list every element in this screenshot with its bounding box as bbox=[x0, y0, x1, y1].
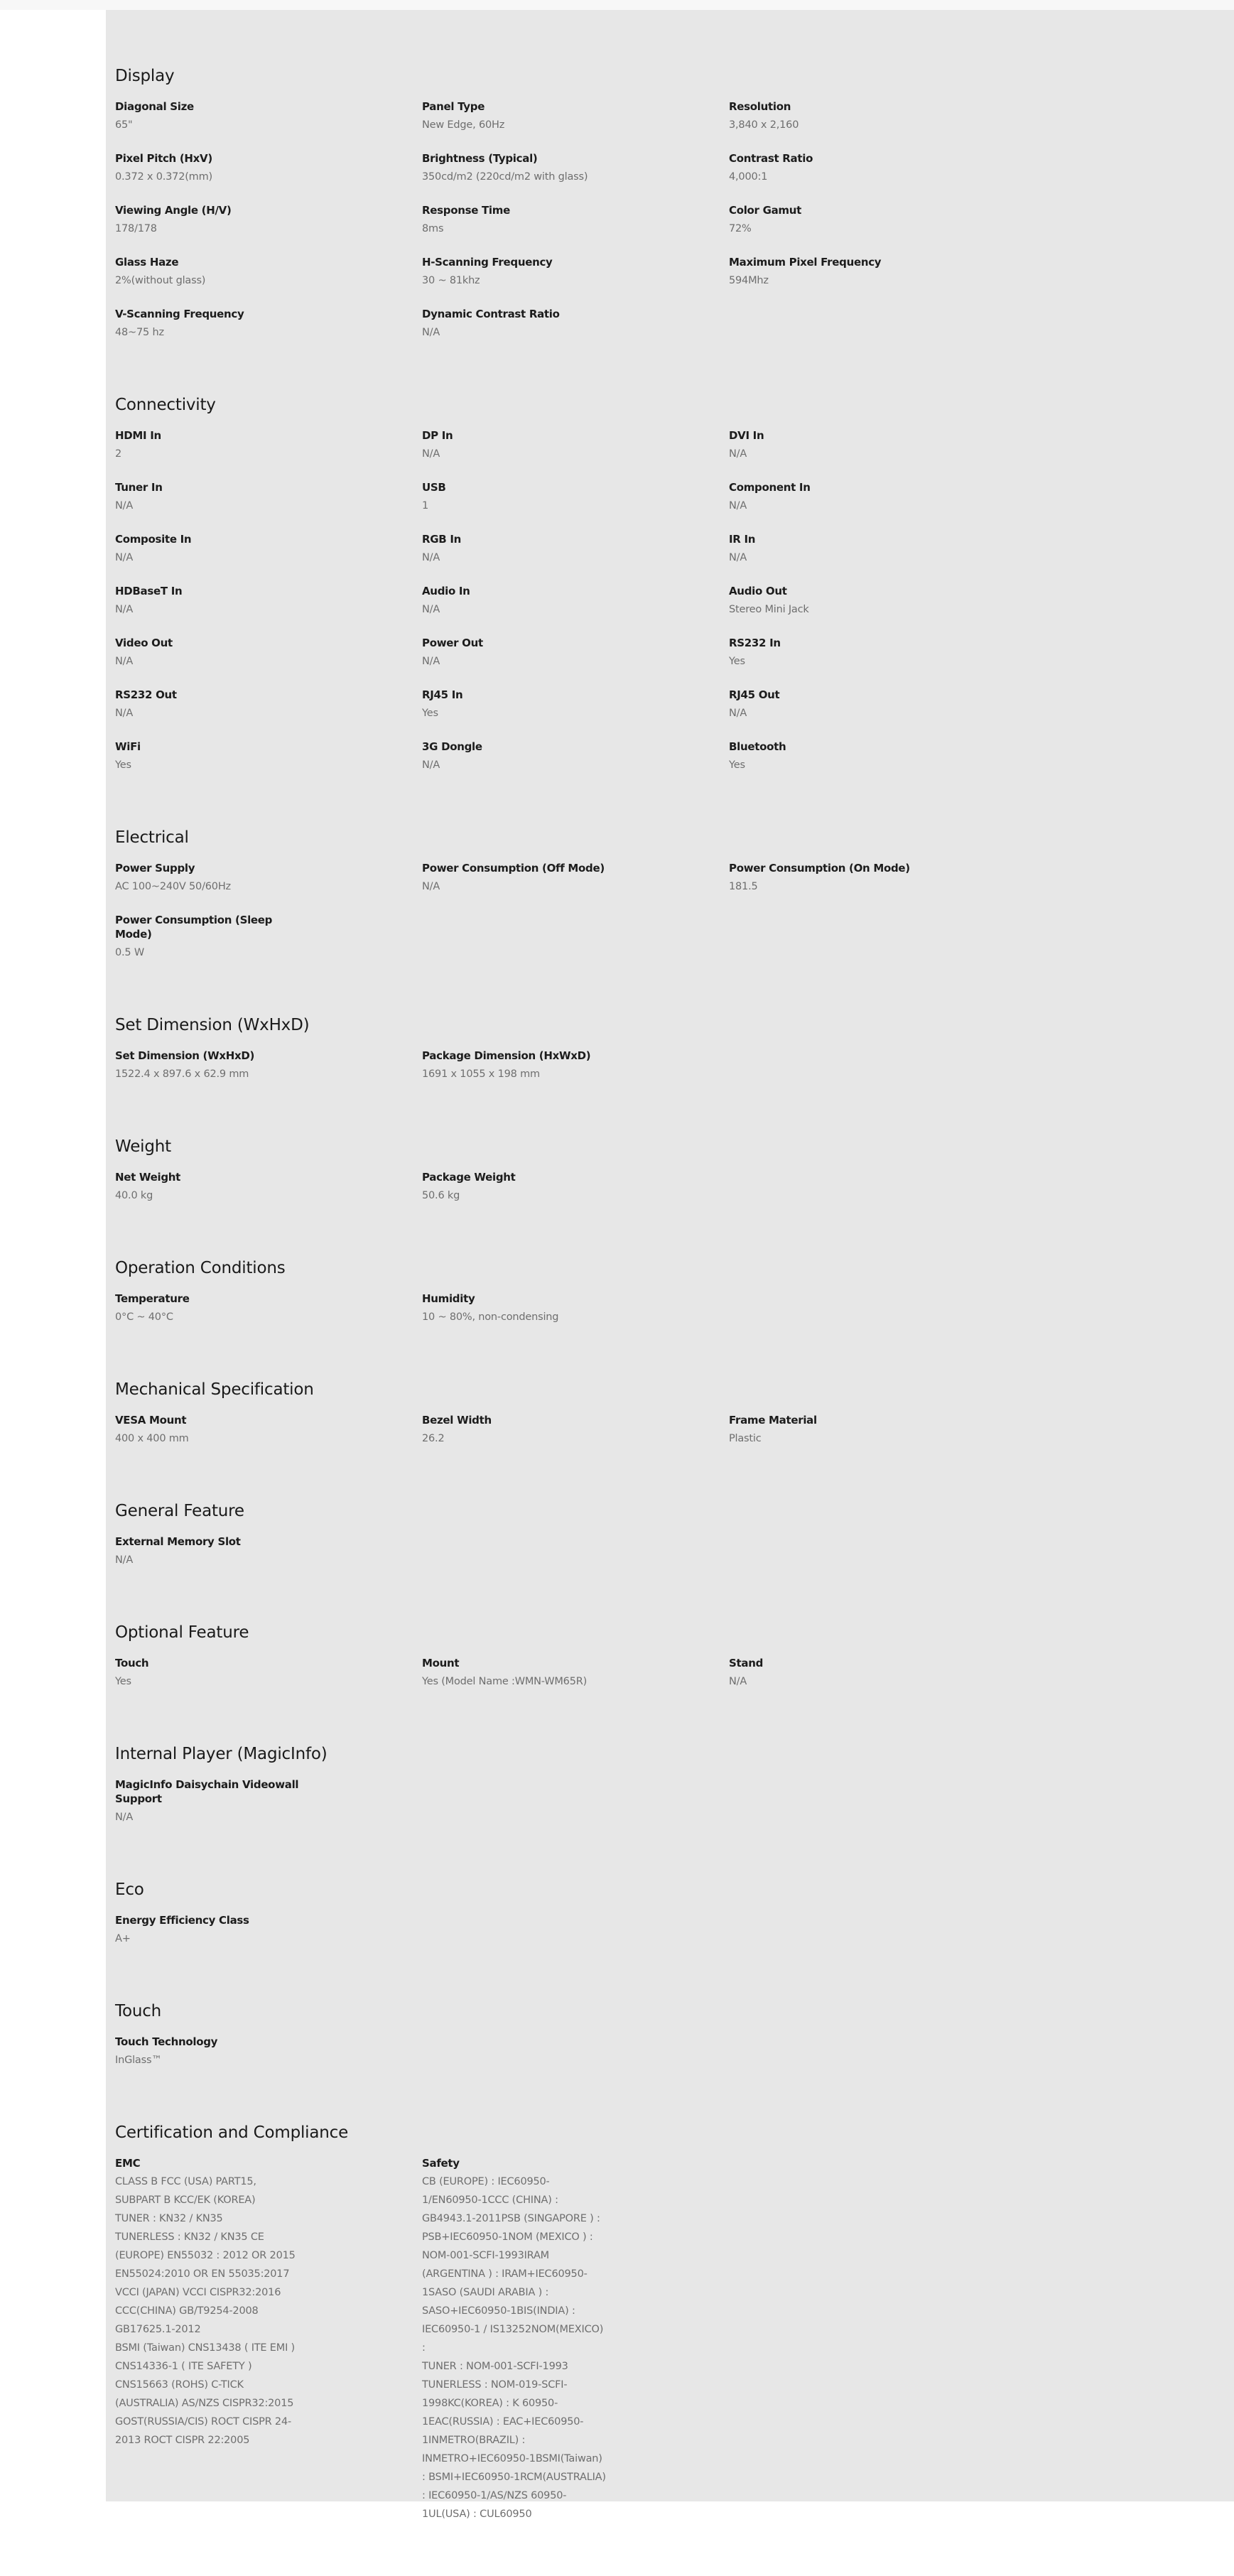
spec-section-electrical bbox=[115, 827, 1039, 962]
spec-label: External Memory Slot bbox=[115, 1535, 241, 1548]
spec-item-package-weight bbox=[422, 1170, 729, 1205]
spec-label: IR In bbox=[729, 533, 756, 546]
spec-item-bluetooth bbox=[729, 740, 942, 774]
spec-value: Stereo Mini Jack bbox=[729, 604, 809, 615]
spec-value: 0°C ~ 40°C bbox=[115, 1311, 173, 1323]
spec-item-rgb-in bbox=[422, 532, 729, 567]
spec-item-rs232-out bbox=[115, 688, 422, 723]
spec-value: 1691 x 1055 x 198 mm bbox=[422, 1068, 540, 1080]
spec-item-diagonal-size bbox=[115, 99, 422, 134]
spec-item-energy-efficiency-class bbox=[115, 1913, 422, 1948]
spec-item-frame-material bbox=[729, 1413, 942, 1448]
spec-item-composite-in bbox=[115, 532, 422, 567]
spec-item-color-gamut bbox=[729, 203, 942, 238]
spec-label: Video Out bbox=[115, 637, 173, 649]
section-title: Mechanical Specification bbox=[115, 1380, 314, 1399]
spec-label: USB bbox=[422, 481, 446, 494]
spec-label: Contrast Ratio bbox=[729, 152, 813, 165]
spec-item-resolution bbox=[729, 99, 942, 134]
spec-section-general-feature bbox=[115, 1500, 1039, 1569]
spec-section-internal-player-magicinfo bbox=[115, 1743, 1039, 1827]
spec-grid bbox=[115, 2035, 1039, 2069]
section-title: Internal Player (MagicInfo) bbox=[115, 1745, 328, 1763]
spec-value: Plastic bbox=[729, 1433, 762, 1444]
spec-grid bbox=[115, 428, 1039, 774]
spec-grid bbox=[115, 1777, 1039, 1827]
spec-item-wifi bbox=[115, 740, 422, 774]
spec-label: DP In bbox=[422, 429, 453, 442]
spec-item-brightness-typical bbox=[422, 151, 729, 186]
spec-item-power-supply bbox=[115, 861, 422, 896]
section-title: Eco bbox=[115, 1880, 144, 1899]
spec-grid bbox=[115, 2156, 1039, 2523]
spec-section-weight bbox=[115, 1136, 1039, 1205]
spec-item-package-dimension-hxwxd bbox=[422, 1049, 729, 1083]
spec-label: Package Weight bbox=[422, 1171, 516, 1184]
spec-value: 1522.4 x 897.6 x 62.9 mm bbox=[115, 1068, 249, 1080]
spec-item-power-consumption-sleep-mode bbox=[115, 913, 422, 962]
spec-value: 350cd/m2 (220cd/m2 with glass) bbox=[422, 171, 588, 183]
spec-label: Power Supply bbox=[115, 862, 195, 875]
spec-value: Yes bbox=[729, 759, 745, 771]
section-title: General Feature bbox=[115, 1502, 244, 1520]
spec-value: 400 x 400 mm bbox=[115, 1433, 189, 1444]
spec-value: CLASS B FCC (USA) PART15, SUBPART B KCC/EK (KOREA) TUNER : KN32 / KN35 TUNERLESS : KN32 / KN35 CE (EUROPE) EN55032 : 2012 OR 2015 EN55024:2010 OR EN 55035:2017 VCCI (JAPAN) VCCI CISPR32:2016 CCC(CHINA) GB/T9254-2008 GB17625.1-2012 BSMI (Taiwan) CNS13438 ( ITE EMI ) CNS14336-1 ( ITE SAFETY ) CNS15663 (ROHS) C-TICK (AUSTRALIA) AS/NZS CISPR32:2015 GOST(RUSSIA/CIS) ROCT CISPR 24-2013 ROCT CISPR 22:2005 bbox=[115, 2176, 296, 2446]
spec-value: 0.372 x 0.372(mm) bbox=[115, 171, 212, 183]
spec-label: 3G Dongle bbox=[422, 740, 482, 753]
spec-value: AC 100~240V 50/60Hz bbox=[115, 881, 231, 892]
section-title: Set Dimension (WxHxD) bbox=[115, 1016, 310, 1034]
spec-grid bbox=[115, 1656, 1039, 1691]
spec-label: Color Gamut bbox=[729, 204, 801, 217]
spec-value: InGlass™ bbox=[115, 2055, 162, 2066]
spec-section-certification-and-compliance bbox=[115, 2122, 1039, 2523]
spec-label: Power Out bbox=[422, 637, 483, 649]
spec-item-power-out bbox=[422, 636, 729, 671]
spec-value: N/A bbox=[422, 881, 440, 892]
spec-value: New Edge, 60Hz bbox=[422, 119, 505, 131]
spec-value: N/A bbox=[422, 448, 440, 460]
spec-item-mount bbox=[422, 1656, 729, 1691]
spec-label: V-Scanning Frequency bbox=[115, 308, 244, 320]
spec-label: Glass Haze bbox=[115, 256, 179, 269]
spec-value: N/A bbox=[422, 656, 440, 667]
spec-value: 3,840 x 2,160 bbox=[729, 119, 799, 131]
spec-item-component-in bbox=[729, 480, 942, 515]
spec-item-viewing-angle-h-v bbox=[115, 203, 422, 238]
spec-item-touch-technology bbox=[115, 2035, 422, 2069]
spec-label: RS232 Out bbox=[115, 688, 177, 701]
spec-label: Viewing Angle (H/V) bbox=[115, 204, 232, 217]
section-title: Certification and Compliance bbox=[115, 2123, 349, 2142]
spec-label: Set Dimension (WxHxD) bbox=[115, 1049, 255, 1062]
spec-item-rj45-out bbox=[729, 688, 942, 723]
spec-item-power-consumption-on-mode bbox=[729, 861, 942, 896]
spec-value: Yes bbox=[115, 759, 131, 771]
spec-value: 65" bbox=[115, 119, 133, 131]
spec-label: Power Consumption (Off Mode) bbox=[422, 862, 605, 875]
spec-value: N/A bbox=[729, 500, 747, 512]
spec-item-v-scanning-frequency bbox=[115, 307, 422, 342]
spec-label: Tuner In bbox=[115, 481, 163, 494]
spec-label: Stand bbox=[729, 1657, 764, 1669]
spec-item-usb bbox=[422, 480, 729, 515]
spec-item-magicinfo-daisychain-videowall-support bbox=[115, 1777, 422, 1827]
spec-label: Humidity bbox=[422, 1292, 475, 1305]
spec-label: Temperature bbox=[115, 1292, 190, 1305]
spec-value: N/A bbox=[729, 448, 747, 460]
spec-item-maximum-pixel-frequency bbox=[729, 255, 942, 290]
spec-value: Yes (Model Name :WMN-WM65R) bbox=[422, 1676, 588, 1687]
spec-label: Power Consumption (On Mode) bbox=[729, 862, 910, 875]
spec-value: 1 bbox=[422, 500, 429, 512]
spec-label: Touch bbox=[115, 1657, 149, 1669]
spec-item-contrast-ratio bbox=[729, 151, 942, 186]
spec-item-humidity bbox=[422, 1292, 729, 1326]
spec-label: HDBaseT In bbox=[115, 585, 183, 597]
spec-value: 594Mhz bbox=[729, 275, 769, 286]
spec-label: Bezel Width bbox=[422, 1414, 492, 1427]
spec-section-eco bbox=[115, 1879, 1039, 1948]
spec-item-response-time bbox=[422, 203, 729, 238]
spec-item-panel-type bbox=[422, 99, 729, 134]
section-title: Connectivity bbox=[115, 396, 216, 414]
section-title: Electrical bbox=[115, 828, 189, 847]
spec-value: 2 bbox=[115, 448, 122, 460]
spec-value: N/A bbox=[729, 1676, 747, 1687]
spec-item-external-memory-slot bbox=[115, 1535, 422, 1569]
spec-value: 30 ~ 81khz bbox=[422, 275, 480, 286]
spec-value: Yes bbox=[729, 656, 745, 667]
spec-label: Net Weight bbox=[115, 1171, 181, 1184]
spec-value: 48~75 hz bbox=[115, 327, 164, 338]
spec-value: Yes bbox=[115, 1676, 131, 1687]
spec-section-set-dimension-wxhxd bbox=[115, 1014, 1039, 1083]
spec-item-safety bbox=[422, 2156, 729, 2523]
spec-value: N/A bbox=[422, 604, 440, 615]
spec-item-dp-in bbox=[422, 428, 729, 463]
spec-item-video-out bbox=[115, 636, 422, 671]
spec-item-dynamic-contrast-ratio bbox=[422, 307, 729, 342]
spec-label: Component In bbox=[729, 481, 811, 494]
spec-value: N/A bbox=[422, 552, 440, 563]
spec-label: Maximum Pixel Frequency bbox=[729, 256, 882, 269]
spec-label: RJ45 Out bbox=[729, 688, 780, 701]
spec-label: Resolution bbox=[729, 100, 791, 113]
spec-label: MagicInfo Daisychain Videowall Support bbox=[115, 1778, 299, 1805]
spec-label: Bluetooth bbox=[729, 740, 786, 753]
spec-grid bbox=[115, 1913, 1039, 1948]
spec-label: Composite In bbox=[115, 533, 192, 546]
spec-item-audio-out bbox=[729, 584, 942, 619]
spec-value: N/A bbox=[115, 1554, 134, 1566]
spec-section-mechanical-specification bbox=[115, 1379, 1039, 1448]
spec-item-dvi-in bbox=[729, 428, 942, 463]
section-title: Optional Feature bbox=[115, 1623, 249, 1642]
spec-value: N/A bbox=[729, 708, 747, 719]
spec-section-touch bbox=[115, 2001, 1039, 2069]
spec-section-display bbox=[115, 65, 1039, 342]
spec-label: WiFi bbox=[115, 740, 141, 753]
section-title: Operation Conditions bbox=[115, 1259, 286, 1277]
spec-label: Audio Out bbox=[729, 585, 787, 597]
spec-value: N/A bbox=[422, 759, 440, 771]
spec-grid bbox=[115, 1292, 1039, 1326]
spec-label: EMC bbox=[115, 2157, 141, 2170]
spec-item-rj45-in bbox=[422, 688, 729, 723]
spec-item-bezel-width bbox=[422, 1413, 729, 1448]
spec-item-touch bbox=[115, 1656, 422, 1691]
spec-item-rs232-in bbox=[729, 636, 942, 671]
spec-label: Mount bbox=[422, 1657, 460, 1669]
spec-value: N/A bbox=[115, 604, 134, 615]
spec-value: Yes bbox=[422, 708, 438, 719]
spec-item-temperature bbox=[115, 1292, 422, 1326]
spec-value: 178/178 bbox=[115, 223, 157, 234]
spec-value: 181.5 bbox=[729, 881, 758, 892]
spec-item-hdbaset-in bbox=[115, 584, 422, 619]
spec-label: RGB In bbox=[422, 533, 461, 546]
spec-item-audio-in bbox=[422, 584, 729, 619]
spec-label: Frame Material bbox=[729, 1414, 817, 1427]
spec-value: N/A bbox=[729, 552, 747, 563]
spec-item-h-scanning-frequency bbox=[422, 255, 729, 290]
spec-value: 72% bbox=[729, 223, 752, 234]
section-title: Display bbox=[115, 67, 175, 85]
spec-label: Touch Technology bbox=[115, 2035, 218, 2048]
spec-label: DVI In bbox=[729, 429, 764, 442]
spec-item-glass-haze bbox=[115, 255, 422, 290]
spec-item-3g-dongle bbox=[422, 740, 729, 774]
section-title: Touch bbox=[115, 2002, 162, 2020]
spec-value: N/A bbox=[115, 708, 134, 719]
spec-label: Audio In bbox=[422, 585, 470, 597]
spec-section-operation-conditions bbox=[115, 1257, 1039, 1326]
spec-value: 10 ~ 80%, non-condensing bbox=[422, 1311, 559, 1323]
spec-value: 26.2 bbox=[422, 1433, 445, 1444]
spec-grid bbox=[115, 99, 1039, 342]
spec-section-connectivity bbox=[115, 394, 1039, 774]
spec-value: 40.0 kg bbox=[115, 1190, 153, 1201]
spec-label: RJ45 In bbox=[422, 688, 463, 701]
spec-label: Brightness (Typical) bbox=[422, 152, 538, 165]
spec-value: N/A bbox=[115, 1812, 134, 1823]
spec-value: 2%(without glass) bbox=[115, 275, 206, 286]
spec-grid bbox=[115, 861, 1039, 962]
spec-item-vesa-mount bbox=[115, 1413, 422, 1448]
top-bar bbox=[0, 0, 1234, 10]
spec-label: H-Scanning Frequency bbox=[422, 256, 553, 269]
spec-item-tuner-in bbox=[115, 480, 422, 515]
spec-label: Power Consumption (Sleep Mode) bbox=[115, 914, 273, 941]
spec-item-power-consumption-off-mode bbox=[422, 861, 729, 896]
spec-item-set-dimension-wxhxd bbox=[115, 1049, 422, 1083]
spec-label: Safety bbox=[422, 2157, 460, 2170]
spec-value: N/A bbox=[115, 500, 134, 512]
spec-item-hdmi-in bbox=[115, 428, 422, 463]
spec-value: 4,000:1 bbox=[729, 171, 768, 183]
spec-label: Energy Efficiency Class bbox=[115, 1914, 249, 1927]
spec-grid bbox=[115, 1170, 1039, 1205]
spec-item-emc bbox=[115, 2156, 422, 2523]
spec-label: Response Time bbox=[422, 204, 510, 217]
spec-label: Pixel Pitch (HxV) bbox=[115, 152, 212, 165]
spec-label: Dynamic Contrast Ratio bbox=[422, 308, 560, 320]
spec-value: N/A bbox=[115, 656, 134, 667]
spec-value: 0.5 W bbox=[115, 947, 145, 958]
spec-grid bbox=[115, 1413, 1039, 1448]
section-title: Weight bbox=[115, 1137, 171, 1156]
spec-section-optional-feature bbox=[115, 1622, 1039, 1691]
spec-value: 50.6 kg bbox=[422, 1190, 460, 1201]
spec-value: CB (EUROPE) : IEC60950-1/EN60950-1CCC (CHINA) : GB4943.1-2011PSB (SINGAPORE ) : PSB+IEC60950-1NOM (MEXICO ) : NOM-001-SCFI-1993IRAM (ARGENTINA ) : IRAM+IEC60950-1SASO (SAUDI ARABIA ) : SASO+IEC60950-1BIS(INDIA) : IEC60950-1 / IS13252NOM(MEXICO) : TUNER : NOM-001-SCFI-1993 TUNERLESS : NOM-019-SCFI-1998KC(KOREA) : K 60950-1EAC(RUSSIA) : EAC+IEC60950-1INMETRO(BRAZIL) : INMETRO+IEC60950-1BSMI(Taiwan) : BSMI+IEC60950-1RCM(AUSTRALIA) : IEC60950-1/AS/NZS 60950-1UL(USA) : CUL60950 bbox=[422, 2176, 606, 2520]
spec-value: A+ bbox=[115, 1933, 131, 1944]
spec-value: 8ms bbox=[422, 223, 444, 234]
spec-value: N/A bbox=[115, 552, 134, 563]
spec-label: Panel Type bbox=[422, 100, 485, 113]
spec-item-net-weight bbox=[115, 1170, 422, 1205]
spec-label: HDMI In bbox=[115, 429, 161, 442]
spec-label: RS232 In bbox=[729, 637, 781, 649]
spec-grid bbox=[115, 1535, 1039, 1569]
spec-label: Package Dimension (HxWxD) bbox=[422, 1049, 591, 1062]
spec-grid bbox=[115, 1049, 1039, 1083]
spec-item-pixel-pitch-hxv bbox=[115, 151, 422, 186]
spec-label: VESA Mount bbox=[115, 1414, 187, 1427]
specifications-list bbox=[115, 65, 1039, 2576]
spec-item-stand bbox=[729, 1656, 942, 1691]
spec-label: Diagonal Size bbox=[115, 100, 194, 113]
spec-item-ir-in bbox=[729, 532, 942, 567]
spec-value: N/A bbox=[422, 327, 440, 338]
